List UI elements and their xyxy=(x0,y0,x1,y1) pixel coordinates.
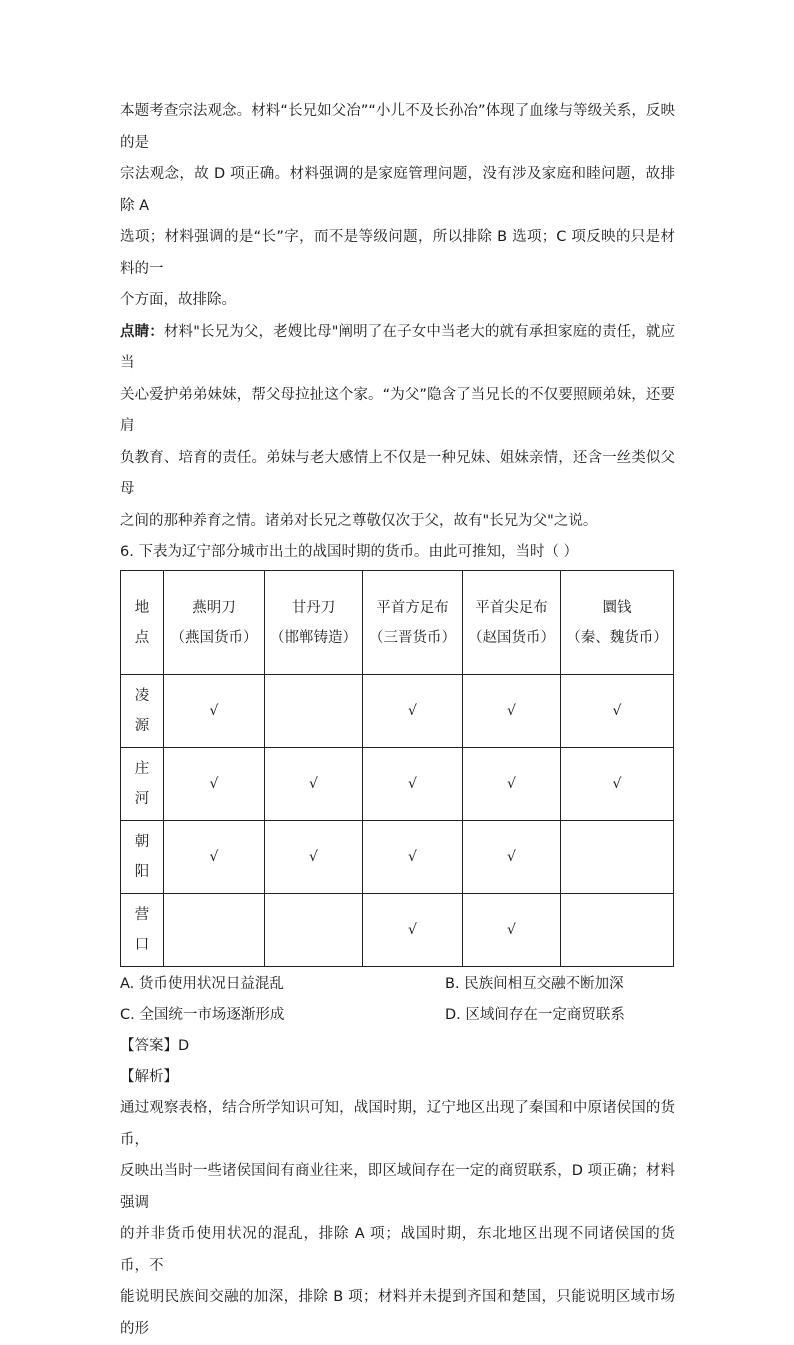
check-mark: √ xyxy=(209,849,219,865)
check-mark: √ xyxy=(507,776,516,792)
column-note: （秦、魏货币） xyxy=(566,629,668,646)
check-cell xyxy=(561,894,674,967)
document-page xyxy=(120,96,675,1345)
note-paragraph xyxy=(120,317,675,538)
note-line: 之间的那种养育之情。诸弟对长兄之尊敬仅次于父，故有"长兄为父"之说。 xyxy=(120,512,598,529)
check-mark: √ xyxy=(507,922,516,938)
check-mark: √ xyxy=(309,849,318,865)
check-cell xyxy=(363,894,463,967)
table-corner-cell xyxy=(121,571,164,675)
column-name: 燕明刀 xyxy=(192,599,236,616)
table-row xyxy=(121,821,674,894)
option-a[interactable]: A. 货币使用状况日益混乱 xyxy=(120,976,284,992)
intro-line: 宗法观念，故 D 项正确。材料强调的是家庭管理问题，没有涉及家庭和睦问题，故排除 A xyxy=(120,166,675,214)
check-mark: √ xyxy=(507,849,516,865)
check-mark: √ xyxy=(209,703,219,719)
column-header xyxy=(561,571,674,675)
note-line: 材料"长兄为父，老嫂比母"阐明了在子女中当老大的就有承担家庭的责任，就应当 xyxy=(120,323,676,371)
answer-line: 【答案】D xyxy=(120,1038,190,1054)
check-mark: √ xyxy=(408,849,417,865)
check-cell xyxy=(463,748,561,821)
place-cell xyxy=(121,675,164,748)
question-stem: 6. 下表为辽宁部分城市出土的战国时期的货币。由此可推知，当时（ ） xyxy=(120,544,579,560)
check-mark: √ xyxy=(408,703,417,719)
analysis-line: 通过观察表格，结合所学知识可知，战国时期，辽宁地区出现了秦国和中原诸侯国的货币， xyxy=(120,1100,675,1148)
check-mark: √ xyxy=(209,776,219,792)
place-cell xyxy=(121,748,164,821)
check-cell xyxy=(164,675,265,748)
option-d[interactable]: D. 区域间存在一定商贸联系 xyxy=(445,1007,625,1023)
note-label: 点睛： xyxy=(120,323,164,340)
check-mark: √ xyxy=(408,776,417,792)
table-row xyxy=(121,894,674,967)
check-cell xyxy=(463,675,561,748)
corner-label: 地点 xyxy=(134,599,150,646)
intro-line: 选项；材料强调的是“长”字，而不是等级问题，所以排除 B 选项；C 项反映的只是材料的一 xyxy=(120,229,675,277)
analysis-line: 能说明民族间交融的加深，排除 B 项；材料并未提到齐国和楚国，只能说明区域市场的形 xyxy=(120,1289,675,1337)
place-label: 营口 xyxy=(134,907,150,953)
check-cell xyxy=(463,821,561,894)
check-cell xyxy=(265,821,363,894)
analysis-line: 的并非货币使用状况的混乱，排除 A 项；战国时期，东北地区出现不同诸侯国的货币，不 xyxy=(120,1226,675,1274)
check-cell xyxy=(164,894,265,967)
column-name: 平首方足布 xyxy=(376,599,449,616)
table-row xyxy=(121,675,674,748)
check-cell xyxy=(363,675,463,748)
place-label: 朝阳 xyxy=(134,834,150,880)
check-cell xyxy=(265,675,363,748)
place-cell xyxy=(121,894,164,967)
analysis-paragraph xyxy=(120,1093,675,1345)
check-cell xyxy=(561,748,674,821)
column-header xyxy=(265,571,363,675)
table-row xyxy=(121,748,674,821)
column-note: （邯郸铸造） xyxy=(270,629,357,646)
check-mark: √ xyxy=(507,703,516,719)
analysis-line: 反映出当时一些诸侯国间有商业往来，即区域间存在一定的商贸联系，D 项正确；材料强调 xyxy=(120,1163,675,1211)
place-label: 庄河 xyxy=(134,761,150,807)
check-mark: √ xyxy=(408,922,417,938)
column-name: 平首尖足布 xyxy=(475,599,548,616)
intro-paragraph xyxy=(120,96,675,317)
check-cell xyxy=(265,894,363,967)
option-c[interactable]: C. 全国统一市场逐渐形成 xyxy=(120,1007,285,1023)
column-name: 圜钱 xyxy=(602,599,632,616)
answer-options xyxy=(120,969,675,1031)
check-cell xyxy=(363,821,463,894)
check-mark: √ xyxy=(612,703,622,719)
note-line: 关心爱护弟弟妹妹，帮父母拉扯这个家。“为父”隐含了当兄长的不仅要照顾弟妹，还要肩 xyxy=(120,386,675,434)
column-note: （三晋货币） xyxy=(369,629,456,646)
column-note: （赵国货币） xyxy=(468,629,555,646)
check-cell xyxy=(561,821,674,894)
column-note: （燕国货币） xyxy=(170,629,258,646)
intro-line: 个方面，故排除。 xyxy=(120,292,236,308)
place-cell xyxy=(121,821,164,894)
table-header-row xyxy=(121,571,674,675)
analysis-label: 【解析】 xyxy=(120,1069,178,1085)
note-line: 负教育、培育的责任。弟妹与老大感情上不仅是一种兄妹、姐妹亲情，还含一丝类似父母 xyxy=(120,449,675,497)
place-label: 凌源 xyxy=(134,688,150,734)
intro-line: 本题考查宗法观念。材料“长兄如父冶”“小儿不及长孙冶”体现了血缘与等级关系，反映的是 xyxy=(120,103,675,151)
column-header xyxy=(164,571,265,675)
check-cell xyxy=(164,748,265,821)
check-mark: √ xyxy=(309,776,318,792)
option-b[interactable]: B. 民族间相互交融不断加深 xyxy=(445,976,624,992)
check-cell xyxy=(463,894,561,967)
column-header xyxy=(363,571,463,675)
check-cell xyxy=(561,675,674,748)
check-cell xyxy=(363,748,463,821)
coin-table xyxy=(120,570,674,967)
check-cell xyxy=(164,821,265,894)
column-header xyxy=(463,571,561,675)
check-cell xyxy=(265,748,363,821)
column-name: 甘丹刀 xyxy=(291,599,336,616)
check-mark: √ xyxy=(612,776,622,792)
